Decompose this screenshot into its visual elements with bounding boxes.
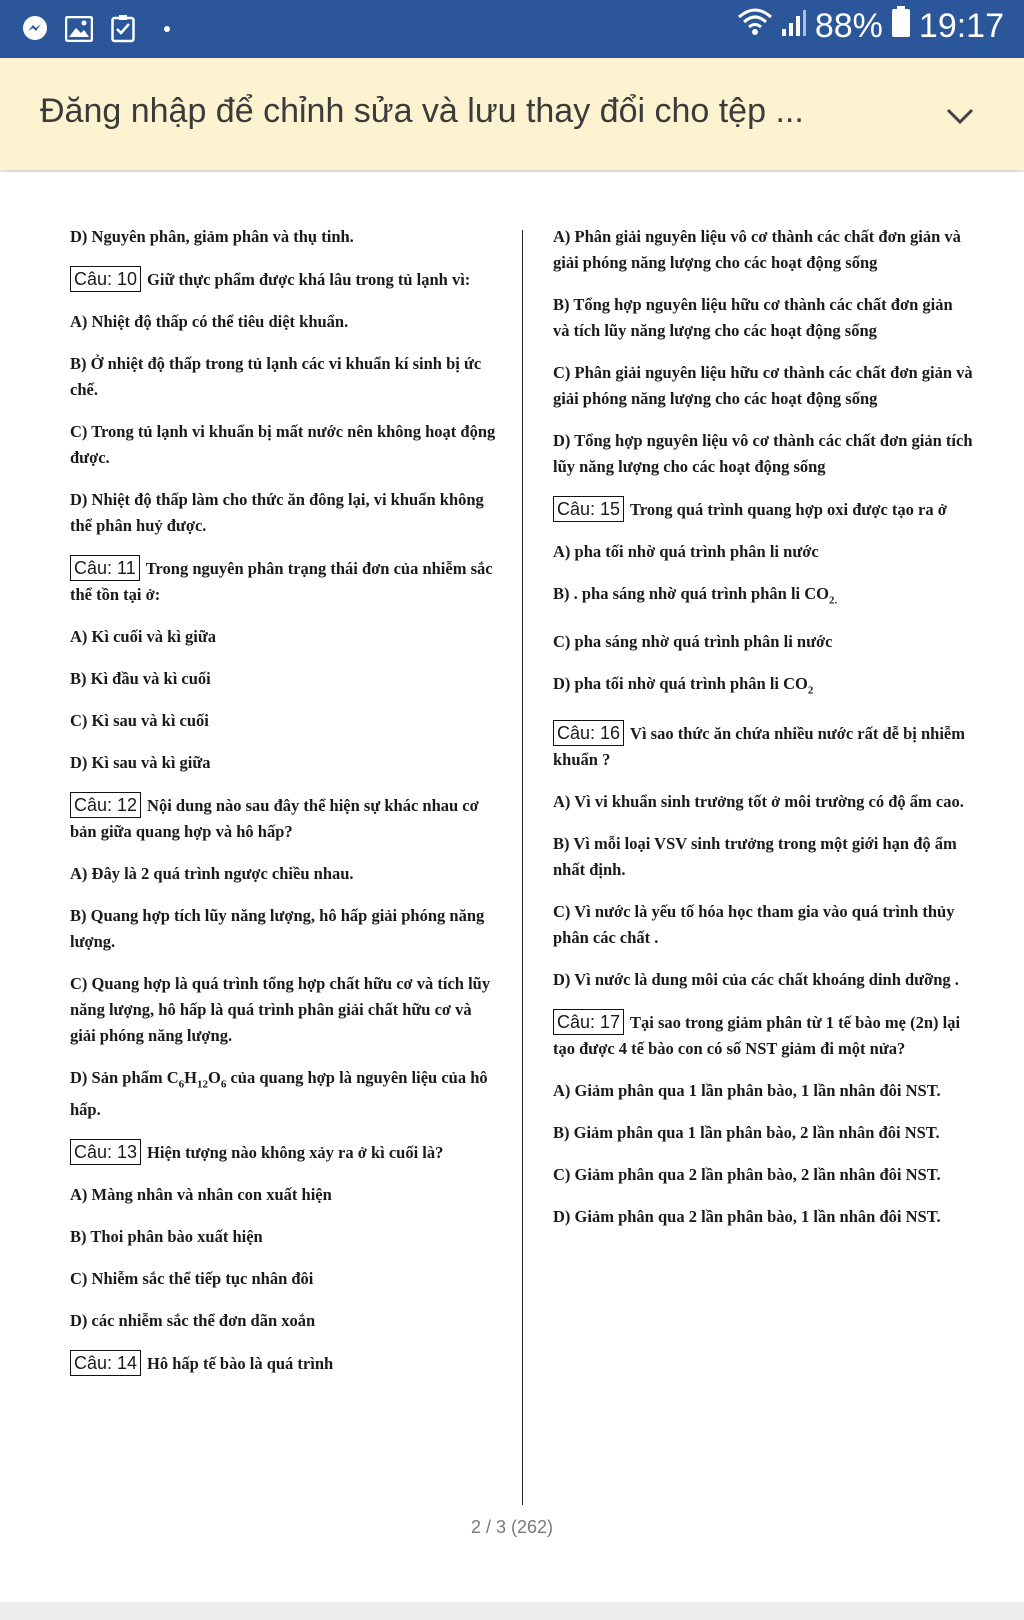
q15-option-c: C) pha sáng nhờ quá trình phân li nước <box>553 632 833 652</box>
question-label: Câu: 13 <box>70 1139 141 1165</box>
q16-option-a: A) Vì vi khuẩn sinh trưởng tốt ở môi trường có độ ẩm cao. <box>553 791 964 811</box>
question-text: Trong quá trình quang hợp oxi được tạo ra ở <box>630 500 947 519</box>
page-indicator: 2 / 3 (262) <box>470 1517 554 1537</box>
question-text: Tại sao trong giảm phân từ 1 tế bào mẹ (2n) lại tạo được 4 tế bào con có số NST giảm đi một nửa? <box>553 1012 961 1058</box>
q10-option-b: B) Ở nhiệt độ thấp trong tủ lạnh các vi khuẩn kí sinh bị ức chế. <box>70 354 482 399</box>
question-label: Câu: 16 <box>553 720 624 746</box>
question-label: Câu: 12 <box>70 792 141 818</box>
q17-option-d: D) Giảm phân qua 2 lần phân bào, 1 lần nhân đôi NST. <box>553 1206 941 1226</box>
question-text: Trong nguyên phân trạng thái đơn của nhiễm sắc thể tồn tại ở: <box>70 559 493 604</box>
q11-option-b: B) Kì đầu và kì cuối <box>70 669 211 688</box>
battery-percent: 88% <box>814 7 883 45</box>
question-label: Câu: 14 <box>70 1350 141 1376</box>
q13-option-a: A) Màng nhân và nhân con xuất hiện <box>70 1185 332 1205</box>
q12-option-b: B) Quang hợp tích lũy năng lượng, hô hấp giải phóng năng lượng. <box>70 906 485 951</box>
messenger-icon <box>20 14 50 44</box>
q10-option-d: D) Nhiệt độ thấp làm cho thức ăn đông lại, vi khuẩn không thể phân huỷ được. <box>70 490 484 535</box>
column-divider <box>522 230 523 1505</box>
q17-option-c: C) Giảm phân qua 2 lần phân bào, 2 lần nhân đôi NST. <box>553 1164 941 1184</box>
wifi-icon <box>737 7 773 46</box>
battery-icon <box>891 6 911 47</box>
question-label: Câu: 17 <box>553 1009 624 1035</box>
q12-option-d: D) Sản phẩm $C_6H_{12}O_6$ của quang hợp là nguyên liệu của hô hấp. <box>70 1068 488 1120</box>
q15-option-b: B) . pha sáng nhờ quá trình phân li $CO_{2.}$ <box>553 584 838 607</box>
question-text: Hô hấp tế bào là quá trình <box>147 1354 334 1374</box>
q13-option-d: D) các nhiễm sắc thể đơn dãn xoắn <box>70 1311 316 1331</box>
q17-option-a: A) Giảm phân qua 1 lần phân bào, 1 lần nhân đôi NST. <box>553 1080 941 1100</box>
question-text: Vì sao thức ăn chứa nhiều nước rất dễ bị nhiễm khuẩn ? <box>553 723 966 769</box>
status-bar <box>0 0 1024 58</box>
q15-option-a: A) pha tối nhờ quá trình phân li nước <box>553 542 819 561</box>
q12-option-c: C) Quang hợp là quá trình tổng hợp chất hữu cơ và tích lũy năng lượng, hô hấp là quá trình phân giải chất hữu cơ và giải phóng năng lượng. <box>70 974 491 1045</box>
q16-option-b: B) Vì mỗi loại VSV sinh trưởng trong một giới hạn độ ẩm nhất định. <box>553 833 957 879</box>
q14-option-d: D) Tổng hợp nguyên liệu vô cơ thành các chất đơn giản tích lũy năng lượng cho các hoạt động sống <box>553 431 973 476</box>
question-label: Câu: 15 <box>553 496 624 522</box>
left-column <box>70 224 500 1393</box>
question-text: Hiện tượng nào không xảy ra ở kì cuối là? <box>147 1143 444 1163</box>
question-14 <box>70 1350 500 1377</box>
login-banner[interactable] <box>0 58 1024 170</box>
question-text: Giữ thực phẩm được khá lâu trong tủ lạnh vì: <box>147 270 471 289</box>
q12-option-a: A) Đây là 2 quá trình ngược chiều nhau. <box>70 864 354 883</box>
dot-icon <box>152 14 182 44</box>
bottom-strip <box>0 1602 1024 1620</box>
question-11 <box>70 555 500 608</box>
question-13 <box>70 1139 500 1166</box>
q13-option-b: B) Thoi phân bào xuất hiện <box>70 1227 263 1247</box>
q16-option-d: D) Vì nước là dung môi của các chất khoáng dinh dưỡng . <box>553 969 959 989</box>
question-15 <box>553 496 973 523</box>
q11-option-d: D) Kì sau và kì giữa <box>70 753 211 772</box>
question-16 <box>553 720 973 773</box>
q16-option-c: C) Vì nước là yếu tố hóa học tham gia vào quá trình thủy phân các chất . <box>553 901 955 947</box>
q14-option-b: B) Tổng hợp nguyên liệu hữu cơ thành các chất đơn giản và tích lũy năng lượng cho các hoạt động sống <box>553 295 953 340</box>
question-label: Câu: 11 <box>70 555 140 581</box>
question-10 <box>70 266 500 293</box>
chevron-down-icon[interactable] <box>944 100 976 132</box>
q17-option-b: B) Giảm phân qua 1 lần phân bào, 2 lần nhân đôi NST. <box>553 1122 940 1142</box>
q10-option-a: A) Nhiệt độ thấp có thể tiêu diệt khuẩn. <box>70 312 349 331</box>
clock: 19:17 <box>918 7 1004 45</box>
q11-option-c: C) Kì sau và kì cuối <box>70 711 209 730</box>
checklist-icon <box>108 14 138 44</box>
q9-option-d: D) Nguyên phân, giảm phân và thụ tinh. <box>70 227 354 246</box>
banner-text: Đăng nhập để chỉnh sửa và lưu thay đổi cho tệp ... <box>40 92 804 130</box>
question-label: Câu: 10 <box>70 266 141 292</box>
q10-option-c: C) Trong tủ lạnh vi khuẩn bị mất nước nên không hoạt động được. <box>70 422 496 467</box>
gallery-icon <box>64 14 94 44</box>
q14-option-c: C) Phân giải nguyên liệu hữu cơ thành các chất đơn giản và giải phóng năng lượng cho các hoạt động sống <box>553 363 973 408</box>
question-12 <box>70 792 500 845</box>
question-text: Nội dung nào sau đây thể hiện sự khác nhau cơ bản giữa quang hợp và hô hấp? <box>70 796 479 841</box>
q11-option-a: A) Kì cuối và kì giữa <box>70 627 217 646</box>
question-17 <box>553 1009 973 1062</box>
signal-icon <box>781 7 807 46</box>
q13-option-c: C) Nhiễm sắc thể tiếp tục nhân đôi <box>70 1269 314 1289</box>
q15-option-d: D) pha tối nhờ quá trình phân li $CO_2$ <box>553 674 814 697</box>
q14-option-a: A) Phân giải nguyên liệu vô cơ thành các chất đơn giản và giải phóng năng lượng cho các hoạt động sống <box>553 227 961 272</box>
right-column <box>553 224 973 1246</box>
document-page <box>0 172 1024 1602</box>
